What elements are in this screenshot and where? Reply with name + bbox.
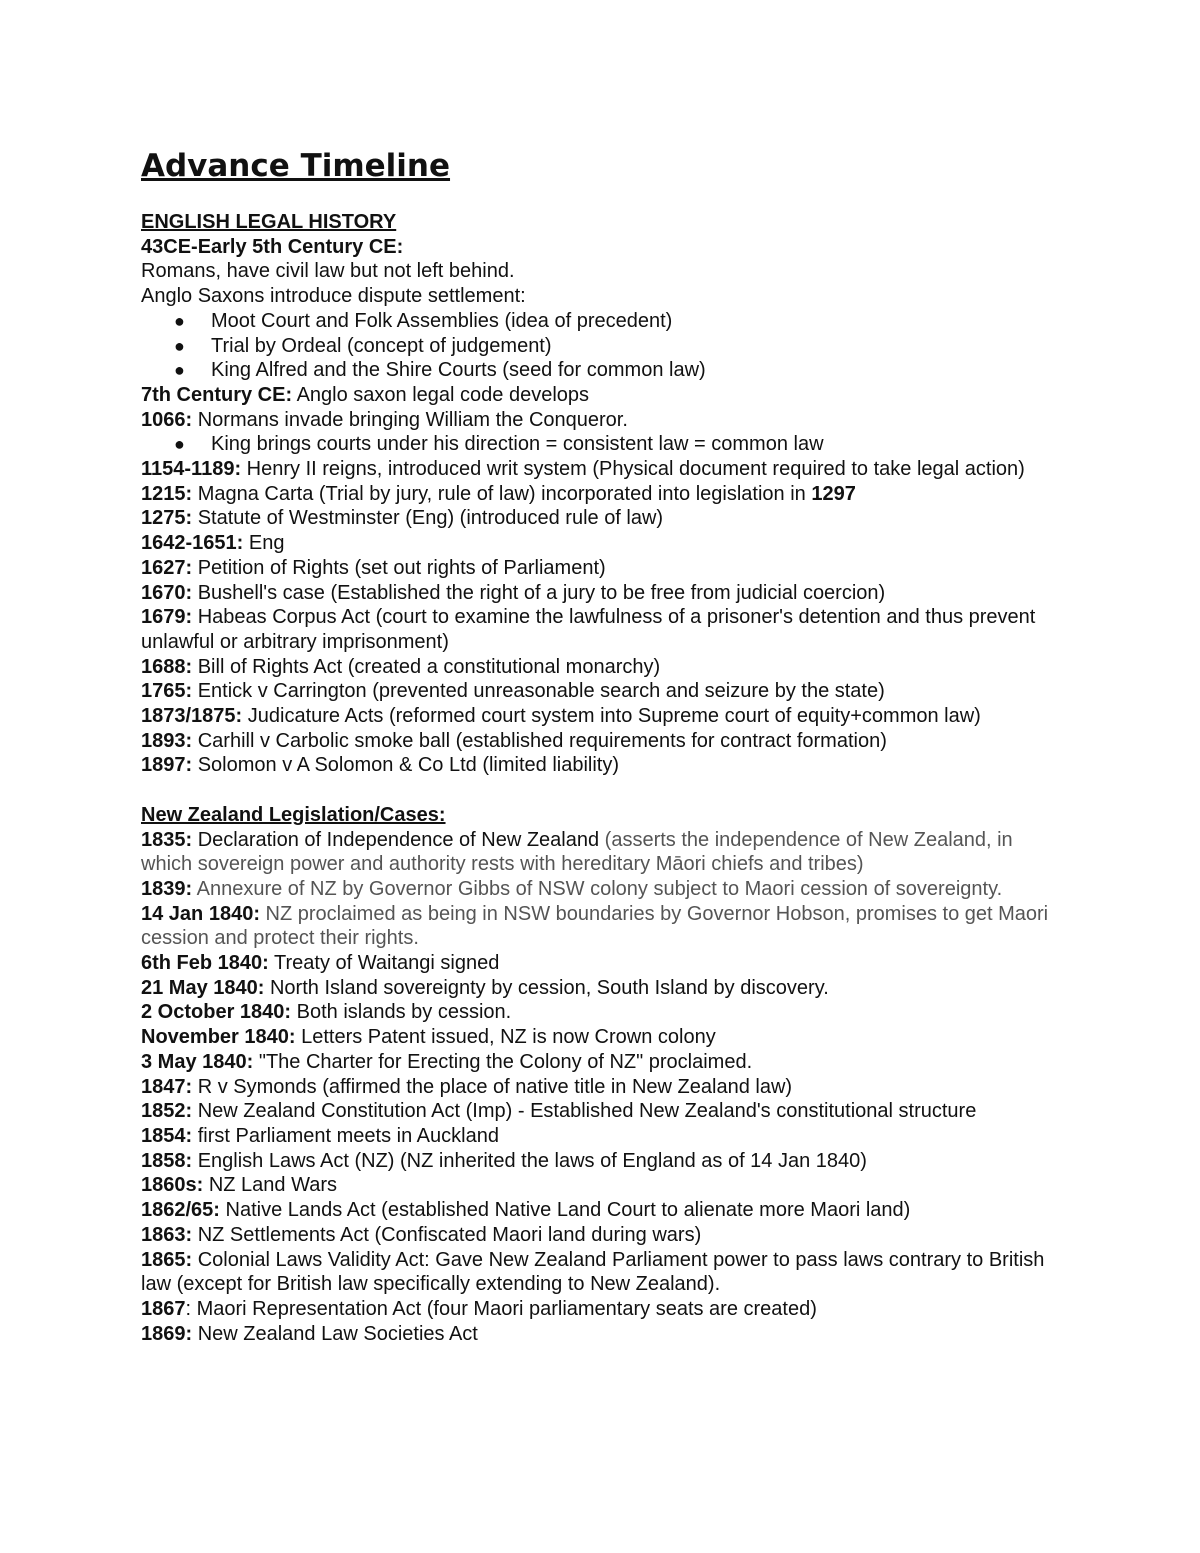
entry-text: Petition of Rights (set out rights of Parliament)	[192, 556, 606, 579]
entry-date: November 1840:	[141, 1026, 296, 1049]
timeline-entry	[141, 655, 1061, 680]
timeline-entry	[141, 1099, 1061, 1124]
bullet-item: ● King Alfred and the Shire Courts (seed for common law)	[174, 359, 706, 382]
bullet-icon: ●	[174, 335, 185, 356]
english-timeline-list	[141, 457, 1061, 778]
entry-text: Henry II reigns, introduced writ system (Physical document required to take legal action)	[241, 458, 1025, 481]
nz-section-heading: New Zealand Legislation/Cases:	[141, 803, 446, 826]
entry-date: 1670:	[141, 581, 193, 604]
entry-date: 1860s:	[141, 1174, 204, 1197]
entry-date: 1858:	[141, 1149, 193, 1172]
entry-date: 1627:	[141, 556, 193, 579]
entry-text: Bill of Rights Act (created a constitutional monarchy)	[192, 655, 661, 678]
entry-date: 6th Feb 1840:	[141, 952, 269, 975]
entry-text: Eng	[243, 532, 285, 555]
timeline-entry	[141, 729, 1061, 754]
nz-timeline-list	[141, 828, 1061, 1347]
timeline-entry	[141, 1173, 1061, 1198]
timeline-entry	[141, 1050, 1061, 1075]
entry-text: NZ Settlements Act (Confiscated Maori land during wars)	[192, 1223, 702, 1246]
entry-text: Treaty of Waitangi signed	[268, 952, 500, 975]
english-intro-date: 43CE-Early 5th Century CE:	[141, 235, 404, 258]
entry-date: 1642-1651:	[141, 532, 244, 555]
entry-date: 1897:	[141, 754, 193, 777]
bullet-icon: ●	[174, 310, 185, 331]
entry-date: 1869:	[141, 1322, 193, 1345]
timeline-entry	[141, 828, 1061, 877]
entry-date: 2 October 1840:	[141, 1001, 292, 1024]
entry-date: 1865:	[141, 1248, 193, 1271]
bullet-item: ● Trial by Ordeal (concept of judgement)	[174, 334, 552, 357]
timeline-entry	[141, 902, 1061, 951]
entry-date: 1765:	[141, 680, 193, 703]
bullet-icon: ●	[174, 360, 185, 381]
timeline-entry	[141, 877, 1061, 902]
entry-date: 3 May 1840:	[141, 1050, 254, 1073]
english-intro-line: Romans, have civil law but not left behind.	[141, 260, 515, 283]
entry-text: Carhill v Carbolic smoke ball (established requirements for contract formation)	[192, 729, 887, 752]
timeline-entry	[141, 753, 1061, 778]
timeline-entry	[141, 951, 1061, 976]
entry-date: 14 Jan 1840:	[141, 902, 260, 925]
entry-date: 1839:	[141, 877, 193, 900]
timeline-entry	[141, 1223, 1061, 1248]
timeline-entry	[141, 1248, 1061, 1297]
anglo-saxon-bullet-list	[141, 309, 1061, 383]
entry-text: Habeas Corpus Act (court to examine the lawfulness of a prisoner's detention and thus prevent unlawful or arbitrary imprisonment)	[141, 606, 1036, 653]
timeline-entry	[141, 457, 1061, 482]
timeline-entry	[141, 1198, 1061, 1223]
entry-text: Bushell's case (Established the right of a jury to be free from judicial coercion)	[192, 581, 886, 604]
document-title: Advance Timeline	[141, 148, 451, 184]
timeline-entry	[141, 506, 1061, 531]
entry-text: Entick v Carrington (prevented unreasonable search and seizure by the state)	[192, 680, 885, 703]
entry-date: 1847:	[141, 1075, 193, 1098]
entry-date: 1893:	[141, 729, 193, 752]
timeline-entry	[141, 1075, 1061, 1100]
entry-text: Statute of Westminster (Eng) (introduced rule of law)	[192, 507, 664, 530]
timeline-entry	[141, 1322, 1061, 1347]
entry-date: 21 May 1840:	[141, 976, 265, 999]
bullet-item: ● Moot Court and Folk Assemblies (idea of precedent)	[174, 309, 673, 332]
section-spacer	[141, 778, 1061, 803]
entry-date: 1873/1875:	[141, 705, 243, 728]
bullet-icon: ●	[174, 434, 185, 455]
entry-text: Declaration of Independence of New Zealand	[192, 828, 605, 851]
entry-note: Annexure of NZ by Governor Gibbs of NSW colony subject to Maori cession of sovereignty.	[192, 877, 1003, 900]
entry-date: 1215:	[141, 482, 193, 505]
english-intro-line: Anglo Saxons introduce dispute settlement:	[141, 285, 526, 308]
entry-note: NZ proclaimed as being in NSW boundaries by Governor Hobson, promises to get Maori cession and protect their rights.	[141, 902, 1049, 950]
entry-text: Letters Patent issued, NZ is now Crown colony	[295, 1026, 716, 1049]
timeline-entry	[141, 1149, 1061, 1174]
entry-date: 1867	[141, 1297, 186, 1320]
entry-text: New Zealand Law Societies Act	[192, 1322, 478, 1345]
timeline-entry	[141, 976, 1061, 1001]
bullet-item: ● King brings courts under his direction = consistent law = common law	[174, 433, 824, 456]
entry-date: 1297	[811, 482, 856, 505]
timeline-entry	[141, 704, 1061, 729]
entry-date: 1688:	[141, 655, 193, 678]
timeline-entry	[141, 679, 1061, 704]
entry-text: R v Symonds (affirmed the place of native title in New Zealand law)	[192, 1075, 793, 1098]
entry-date: 1854:	[141, 1125, 193, 1147]
timeline-entry	[141, 581, 1061, 606]
timeline-entry	[141, 605, 1061, 654]
entry-date: 1852:	[141, 1100, 193, 1123]
entry-date: 1154-1189:	[141, 458, 242, 481]
entry-text: Native Lands Act (established Native Land Court to alienate more Maori land)	[219, 1199, 911, 1222]
timeline-entry	[141, 482, 1061, 507]
entry-text: North Island sovereignty by cession, South Island by discovery.	[264, 976, 829, 999]
entry-date: 1679:	[141, 606, 193, 629]
entry-date: 1275:	[141, 507, 193, 530]
entry-text: Magna Carta (Trial by jury, rule of law) incorporated into legislation in	[192, 482, 812, 505]
entry-date: 1835:	[141, 828, 193, 851]
entry-text: Colonial Laws Validity Act: Gave New Zealand Parliament power to pass laws contrary to British law (except for British law specifically extending to New Zealand).	[141, 1248, 1045, 1296]
timeline-entry	[141, 556, 1061, 581]
english-section-heading: ENGLISH LEGAL HISTORY	[141, 211, 397, 233]
entry-text: NZ Land Wars	[203, 1174, 338, 1197]
entry-date: 1862/65:	[141, 1199, 220, 1222]
entry-text: Both islands by cession.	[291, 1001, 512, 1024]
entry-text: first Parliament meets in Auckland	[192, 1125, 499, 1147]
timeline-entry	[141, 1124, 1061, 1149]
document-page	[141, 146, 1061, 1346]
timeline-entry	[141, 531, 1061, 556]
timeline-entry	[141, 1000, 1061, 1025]
entry-date: 1863:	[141, 1223, 193, 1246]
entry-text: Judicature Acts (reformed court system into Supreme court of equity+common law)	[242, 705, 981, 728]
timeline-entry: 1066: Normans invade bringing William the Conqueror.	[141, 408, 628, 431]
timeline-entry: 7th Century CE: Anglo saxon legal code develops	[141, 383, 590, 406]
timeline-entry	[141, 1025, 1061, 1050]
timeline-entry	[141, 1297, 1061, 1322]
entry-note: (asserts the independence of New Zealand, in which sovereign power and authority rests with hereditary Māori chiefs and tribes)	[141, 828, 1013, 876]
norman-bullet-list	[141, 432, 1061, 457]
entry-text: : Maori Representation Act (four Maori parliamentary seats are created)	[185, 1297, 817, 1320]
entry-text: New Zealand Constitution Act (Imp) - Established New Zealand's constitutional structure	[192, 1100, 977, 1123]
entry-text: "The Charter for Erecting the Colony of NZ" proclaimed.	[253, 1050, 753, 1073]
entry-text: English Laws Act (NZ) (NZ inherited the laws of England as of 14 Jan 1840)	[192, 1149, 867, 1172]
entry-text: Solomon v A Solomon & Co Ltd (limited liability)	[192, 754, 620, 777]
